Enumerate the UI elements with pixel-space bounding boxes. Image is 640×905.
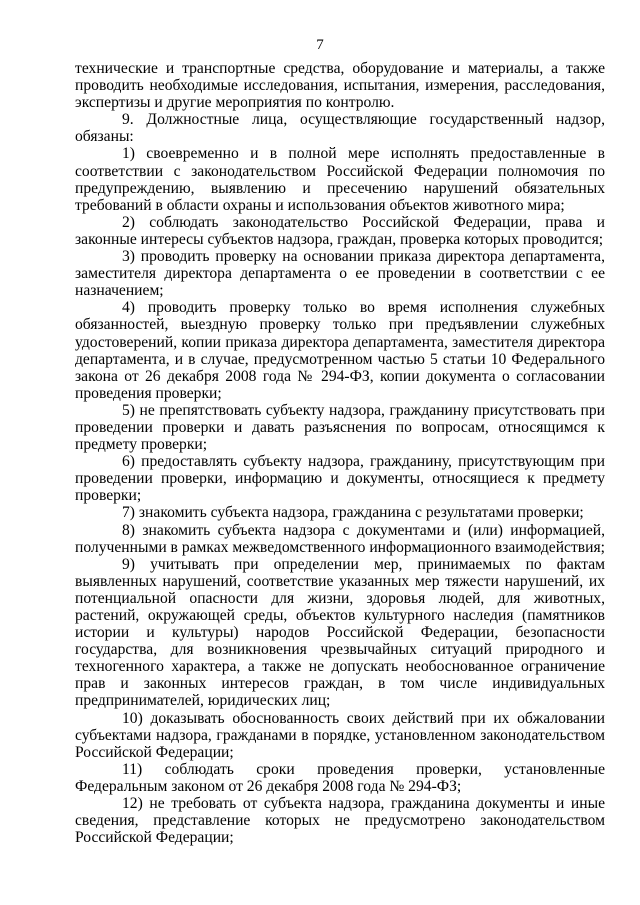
paragraph-item-4: 4) проводить проверку только во время исполнения служебных обязанностей, выездную проверку только при предъявлении служебных удостоверений, копии приказа директора департамента, заместителя директора департамента, и в случае, предусмотренном частью 5 статьи 10 Федерального закона от 26 декабря 2008 года № 294-ФЗ, копии документа о согласовании проведения проверки;: [75, 299, 605, 402]
paragraph-item-1: 1) своевременно и в полной мере исполнять предоставленные в соответствии с законодательством Российской Федерации полномочия по предупреждению, выявлению и пресечению нарушений обязательных требований в области охраны и использования объектов животного мира;: [75, 145, 605, 214]
paragraph-section-9-heading: 9. Должностные лица, осуществляющие государственный надзор, обязаны:: [75, 111, 605, 146]
paragraph-item-8: 8) знакомить субъекта надзора с документами и (или) информацией, полученными в рамках межведомственного информационного взаимодействия;: [75, 521, 605, 556]
paragraph-item-3: 3) проводить проверку на основании приказа директора департамента, заместителя директора департамента о ее проведении в соответствии с ее назначением;: [75, 248, 605, 300]
page-number: 7: [316, 37, 324, 53]
paragraph-item-11: 11) соблюдать сроки проведения проверки, установленные Федеральным законом от 26 декабря 2008 года № 294-ФЗ;: [75, 760, 605, 795]
paragraph-item-12: 12) не требовать от субъекта надзора, гражданина документы и иные сведения, представление которых не предусмотрено законодательством Российской Федерации;: [75, 795, 605, 847]
paragraph-item-2: 2) соблюдать законодательство Российской Федерации, права и законные интересы субъектов надзора, граждан, проверка которых проводится;: [75, 213, 605, 248]
paragraph-item-6: 6) предоставлять субъекту надзора, гражданину, присутствующим при проведении проверки, информацию и документы, относящиеся к предмету проверки;: [75, 453, 605, 505]
document-body: [75, 60, 605, 846]
paragraph-item-9: 9) учитывать при определении мер, принимаемых по фактам выявленных нарушений, соответствие указанных мер тяжести нарушений, их потенциальной опасности для жизни, здоровья людей, для животных, растений, окружающей среды, объектов культурного наследия (памятников истории и культуры) народов Российской Федерации, безопасности государства, для возникновения чрезвычайных ситуаций природного и техногенного характера, а также не допускать необоснованное ограничение прав и законных интересов граждан, в том числе индивидуальных предпринимателей, юридических лиц;: [75, 555, 605, 710]
paragraph-continuation: технические и транспортные средства, оборудование и материалы, а также проводить необходимые исследования, испытания, измерения, расследования, экспертизы и другие мероприятия по контролю.: [75, 60, 605, 112]
paragraph-item-10: 10) доказывать обоснованность своих действий при их обжаловании субъектами надзора, гражданами в порядке, установленном законодательством Российской Федерации;: [75, 709, 605, 761]
paragraph-item-7: 7) знакомить субъекта надзора, гражданина с результатами проверки;: [122, 504, 584, 522]
paragraph-item-5: 5) не препятствовать субъекту надзора, гражданину присутствовать при проведении проверки и давать разъяснения по вопросам, относящимся к предмету проверки;: [75, 401, 605, 454]
